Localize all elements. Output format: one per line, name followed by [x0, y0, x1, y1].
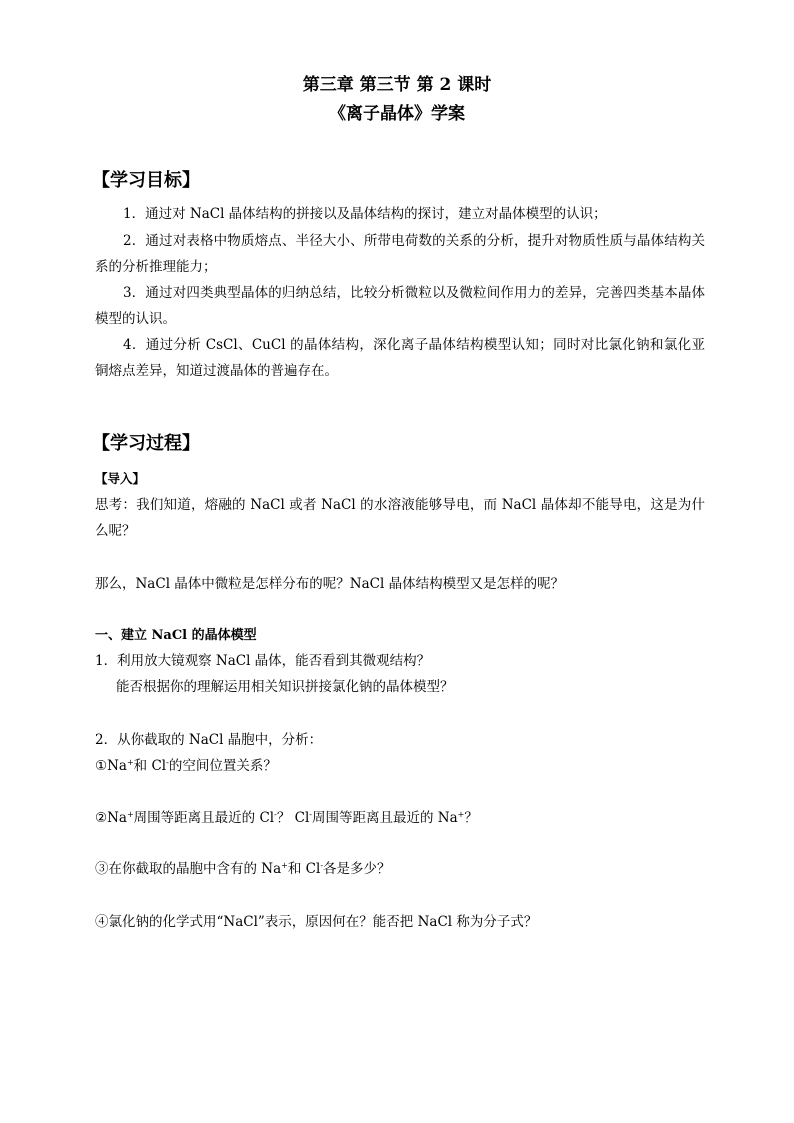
question-2: 2．从你截取的 NaCl 晶胞中，分析：	[95, 732, 323, 748]
question-2-4: ④氯化钠的化学式用“NaCl”表示，原因何在？能否把 NaCl 称为分子式？	[95, 914, 538, 930]
q2-1-part-a: ①Na	[95, 758, 127, 774]
question-2-2	[95, 807, 478, 829]
objective-item-3: 3．通过对四类典型晶体的归纳总结，比较分析微粒以及微粒间作用力的差异，完善四类基本晶体模型的认识。	[95, 285, 705, 327]
sup-minus: -	[309, 810, 312, 819]
then-question: 那么，NaCl 晶体中微粒是怎样分布的呢？NaCl 晶体结构模型又是怎样的呢？	[95, 576, 565, 592]
sup-plus: +	[281, 861, 288, 870]
question-2-1	[95, 755, 277, 777]
sup-minus: -	[166, 758, 169, 767]
q2-3-part-a: ③在你截取的晶胞中含有的 Na	[95, 861, 282, 877]
think-question: 思考：我们知道，熔融的 NaCl 或者 NaCl 的水溶液能够导电，而 NaCl 晶体却不能导电，这是为什么呢？	[95, 497, 705, 539]
q2-3-part-b: 和 Cl	[287, 861, 321, 877]
document-title: 第三章 第三节 第 2 课时	[302, 75, 492, 95]
sup-plus: +	[126, 810, 134, 819]
q2-3-part-c: 各是多少？	[323, 861, 391, 877]
question-1b: 能否根据你的理解运用相关知识拼接氯化钠的晶体模型？	[116, 679, 454, 695]
document-subtitle: 《离子晶体》学案	[329, 104, 465, 124]
objective-item-4: 4．通过分析 CsCl、CuCl 的晶体结构，深化离子晶体结构模型认知；同时对比氯化钠和氯化亚铜熔点差异，知道过渡晶体的普遍存在。	[95, 337, 705, 379]
sup-plus: +	[126, 758, 134, 767]
q2-2-part-b: 周围等距离且最近的 Cl	[133, 810, 275, 826]
process-heading: 【学习过程】	[92, 433, 200, 454]
sup-minus: -	[274, 810, 277, 819]
question-2-3	[95, 858, 391, 880]
sup-minus: -	[320, 861, 324, 870]
intro-label: 【导入】	[95, 471, 146, 486]
q2-1-part-c: 的空间位置关系？	[168, 758, 277, 774]
question-1: 1．利用放大镜观察 NaCl 晶体，能否看到其微观结构？	[95, 653, 431, 669]
q2-1-part-b: 和 Cl	[133, 758, 167, 774]
objective-item-2: 2．通过对表格中物质熔点、半径大小、所带电荷数的关系的分析，提升对物质性质与晶体结构关系的分析推理能力；	[95, 233, 705, 275]
q2-2-part-c: ？ Cl	[276, 810, 310, 826]
q2-2-part-e: ？	[464, 810, 478, 826]
objective-item-1: 1．通过对 NaCl 晶体结构的拼接以及晶体结构的探讨，建立对晶体模型的认识；	[123, 206, 607, 222]
sup-plus: +	[457, 810, 465, 819]
q2-2-part-a: ②Na	[95, 810, 127, 826]
q2-2-part-d: 周围等距离且最近的 Na	[311, 810, 458, 826]
part1-heading: 一、建立 NaCl 的晶体模型	[95, 628, 257, 643]
objectives-heading: 【学习目标】	[92, 170, 200, 191]
